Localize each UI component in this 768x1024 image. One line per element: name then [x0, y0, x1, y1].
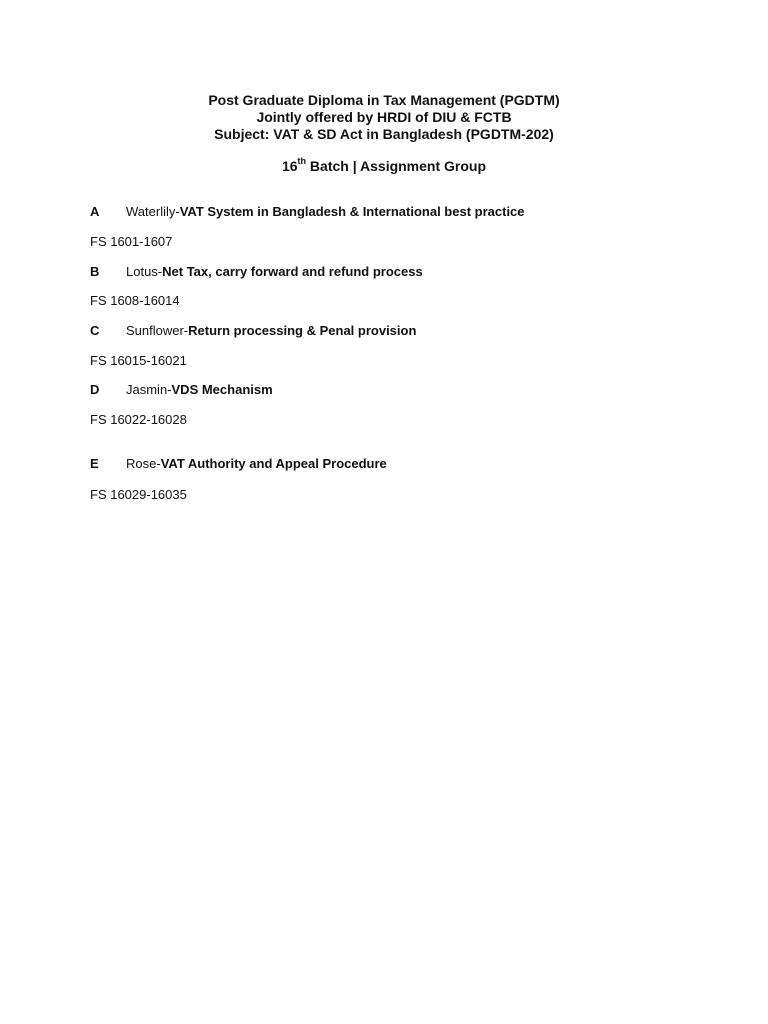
- group-c: [90, 323, 416, 339]
- group-topic: VAT Authority and Appeal Procedure: [160, 456, 387, 471]
- group-d-range: FS 16022-16028: [90, 412, 187, 427]
- group-topic: Return processing & Penal provision: [188, 323, 417, 338]
- group-letter: E: [90, 456, 99, 471]
- batch-number: 16: [281, 158, 298, 174]
- group-letter: D: [90, 382, 100, 397]
- offered-by: Jointly offered by HRDI of DIU & FCTB: [256, 109, 512, 125]
- group-name: Waterlily-: [126, 204, 180, 219]
- group-name: Lotus-: [126, 264, 163, 279]
- group-d: [90, 382, 273, 398]
- group-b: [90, 264, 423, 280]
- group-a-range: FS 1601-1607: [90, 234, 173, 249]
- group-topic: VAT System in Bangladesh & International best practice: [179, 204, 525, 219]
- batch-heading-text: Batch | Assignment Group: [306, 158, 487, 174]
- group-topic: VDS Mechanism: [171, 382, 273, 397]
- group-letter: B: [90, 264, 100, 279]
- group-letter: A: [90, 204, 100, 219]
- group-letter: C: [90, 323, 100, 338]
- group-topic: Net Tax, carry forward and refund process: [162, 264, 423, 279]
- group-name: Jasmin-: [126, 382, 172, 397]
- group-name: Sunflower-: [126, 323, 189, 338]
- document-header: [0, 92, 768, 143]
- group-b-range: FS 1608-16014: [90, 293, 180, 308]
- group-e: [90, 456, 387, 472]
- group-a: [90, 204, 525, 220]
- group-c-range: FS 16015-16021: [90, 353, 187, 368]
- batch-ordinal-suffix: th: [297, 156, 307, 167]
- group-name: Rose-: [126, 456, 161, 471]
- subject-title: Subject: VAT & SD Act in Bangladesh (PGDTM-202): [214, 126, 554, 142]
- batch-heading: [0, 158, 768, 175]
- group-e-range: FS 16029-16035: [90, 487, 187, 502]
- program-title: Post Graduate Diploma in Tax Management (PGDTM): [208, 92, 560, 108]
